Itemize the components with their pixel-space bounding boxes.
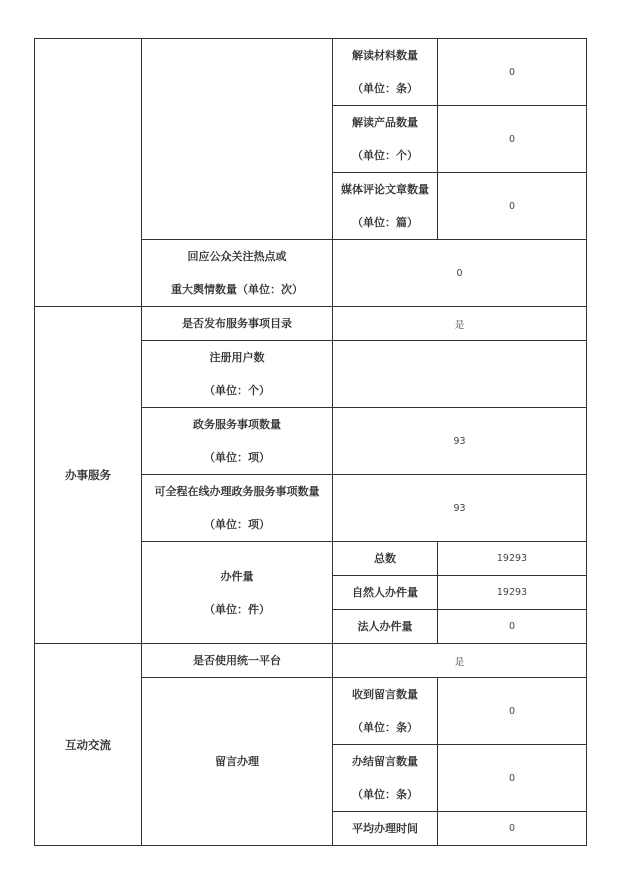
- table-row: [35, 644, 587, 678]
- table-row: [35, 307, 587, 341]
- shixiang-value: 93: [333, 408, 587, 475]
- tongyi-pingtai-label: 是否使用统一平台: [142, 644, 333, 678]
- zhuce-yonghu-label: 注册用户数 （单位：个）: [142, 341, 333, 408]
- tongyi-pingtai-value: 是: [333, 644, 587, 678]
- banjian-ziranren-value: 19293: [438, 576, 587, 610]
- huiying-value: 0: [333, 240, 587, 307]
- section-banshi: 办事服务: [35, 307, 142, 644]
- banjian-faren-label: 法人办件量: [333, 610, 438, 644]
- quancheng-value: 93: [333, 475, 587, 542]
- subsection-cell-blank: [142, 39, 333, 240]
- fuwu-mulu-label: 是否发布服务事项目录: [142, 307, 333, 341]
- jiedu-cailiao-value: 0: [438, 39, 587, 106]
- liuyan-banli-label: 留言办理: [142, 678, 333, 846]
- section-hudong: 互动交流: [35, 644, 142, 846]
- banjie-liuyan-value: 0: [438, 745, 587, 812]
- zhuce-yonghu-value: [333, 341, 587, 408]
- shoudao-liuyan-label: 收到留言数量 （单位：条）: [333, 678, 438, 745]
- quancheng-label: 可全程在线办理政务服务事项数量 （单位：项）: [142, 475, 333, 542]
- pingjun-shijian-label: 平均办理时间: [333, 812, 438, 846]
- banjian-zongshu-value: 19293: [438, 542, 587, 576]
- shixiang-label: 政务服务事项数量 （单位：项）: [142, 408, 333, 475]
- pingjun-shijian-value: 0: [438, 812, 587, 846]
- banjian-zongshu-label: 总数: [333, 542, 438, 576]
- banjian-ziranren-label: 自然人办件量: [333, 576, 438, 610]
- jiedu-cailiao-label: 解读材料数量 （单位：条）: [333, 39, 438, 106]
- report-table: [34, 38, 587, 846]
- jiedu-chanpin-label: 解读产品数量 （单位：个）: [333, 106, 438, 173]
- shoudao-liuyan-value: 0: [438, 678, 587, 745]
- meiti-pinglun-value: 0: [438, 173, 587, 240]
- banjian-faren-value: 0: [438, 610, 587, 644]
- table-row: [35, 39, 587, 106]
- huiying-label: 回应公众关注热点或 重大舆情数量（单位：次）: [142, 240, 333, 307]
- banjie-liuyan-label: 办结留言数量 （单位：条）: [333, 745, 438, 812]
- jiedu-chanpin-value: 0: [438, 106, 587, 173]
- fuwu-mulu-value: 是: [333, 307, 587, 341]
- meiti-pinglun-label: 媒体评论文章数量 （单位：篇）: [333, 173, 438, 240]
- banjian-label: 办件量 （单位：件）: [142, 542, 333, 644]
- section-cell-blank: [35, 39, 142, 307]
